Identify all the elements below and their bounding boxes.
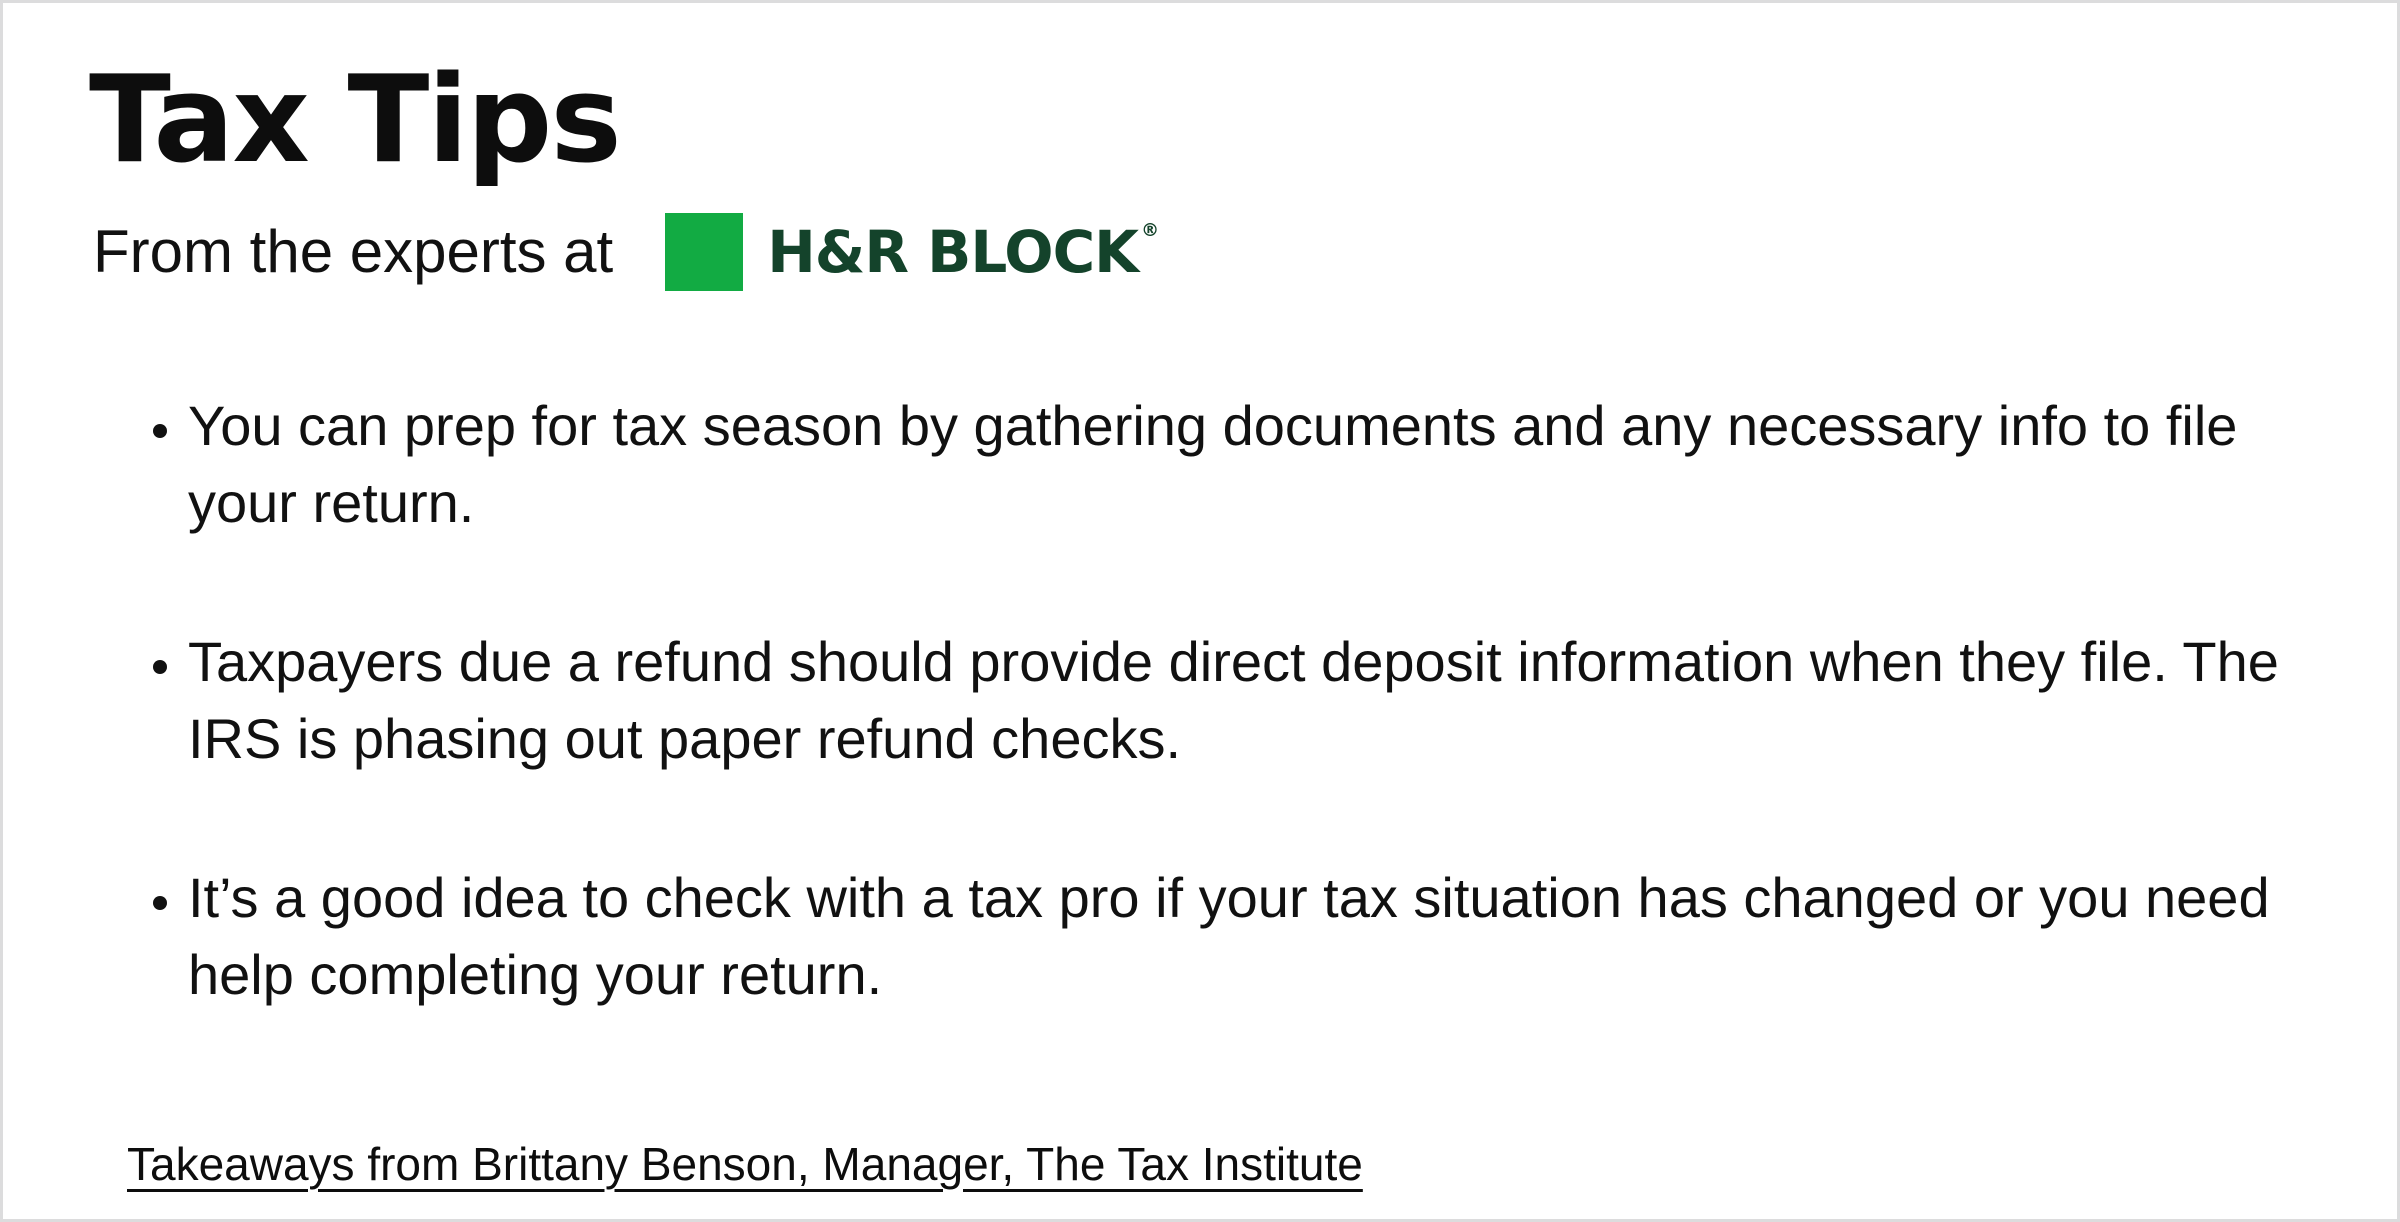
registered-trademark-symbol: ®	[1141, 220, 1159, 241]
page-title: Tax Tips	[89, 51, 620, 190]
tip-item: • You can prep for tax season by gathering documents and any necessary info to file your return.	[188, 387, 2358, 541]
tip-item: • Taxpayers due a refund should provide direct deposit information when they file. The IRS is phasing out paper refund checks.	[188, 623, 2358, 777]
subtitle-text: From the experts at	[93, 218, 614, 285]
takeaways-attribution-link[interactable]: Takeaways from Brittany Benson, Manager, The Tax Institute	[127, 1138, 1363, 1190]
hr-block-logo	[665, 213, 1158, 291]
hr-block-wordmark	[767, 218, 1158, 286]
hr-block-wordmark-text: H&R BLOCK	[767, 218, 1139, 286]
subtitle-row	[93, 213, 2397, 291]
tips-list	[3, 387, 2397, 1013]
hr-block-square-icon	[665, 213, 743, 291]
tip-item: • It’s a good idea to check with a tax pro if your tax situation has changed or you need help completing your return.	[188, 859, 2358, 1013]
